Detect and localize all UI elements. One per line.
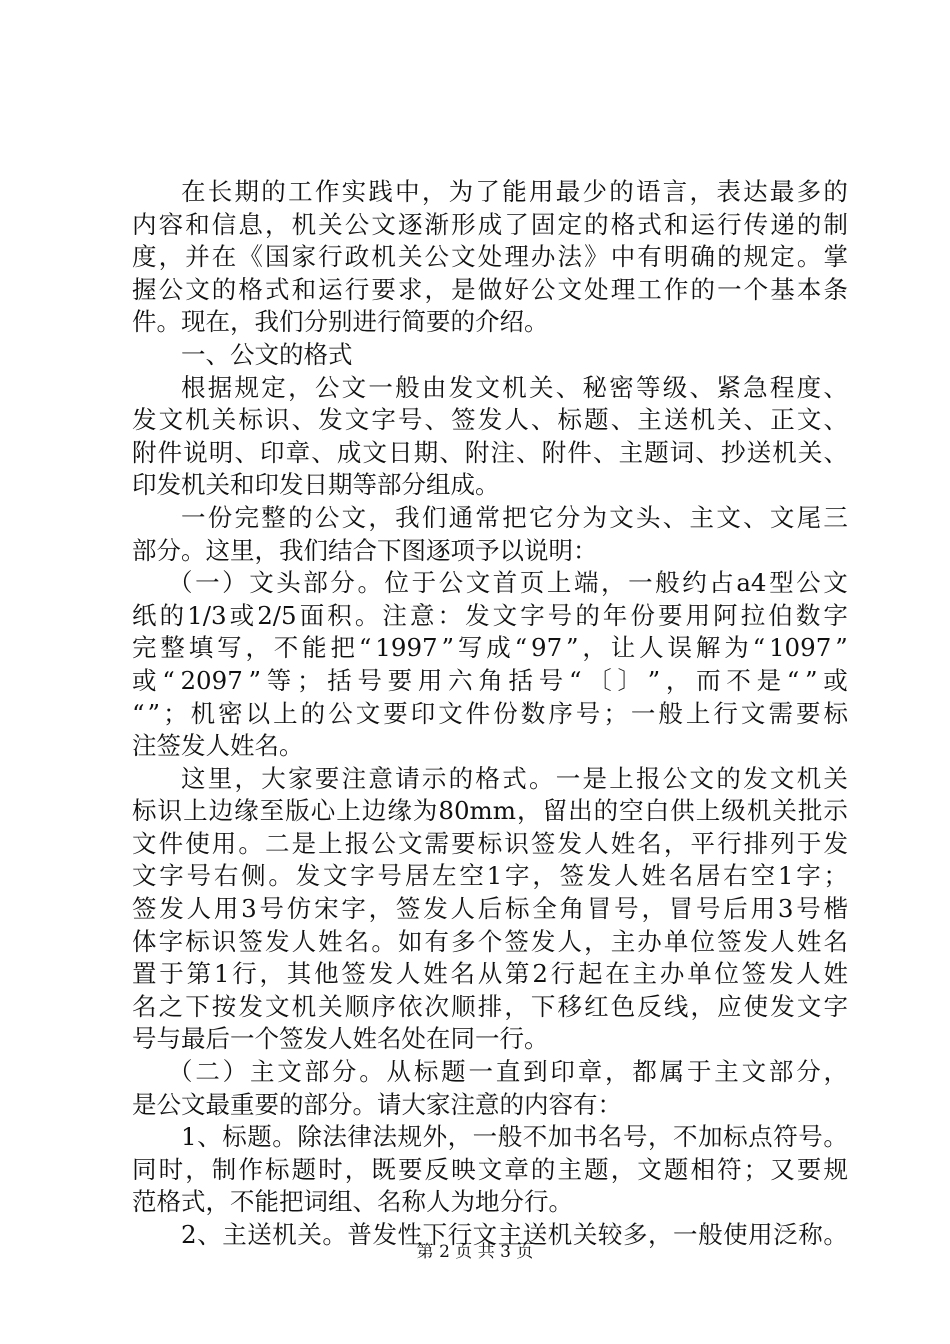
- text-line: 置 于 第 1 行 ， 其 他 签 发 人 姓 名 从 第 2 行 起 在 主 办 单 位 签 发 人 姓: [132, 959, 848, 989]
- text-line: 印发机关和印发日期等部分组成。: [132, 470, 500, 500]
- text-line: 内 容 和 信 息 ， 机 关 公 文 逐 渐 形 成 了 固 定 的 格 式 和 运 行 传 递 的 制: [132, 209, 848, 239]
- text-line: 标 识 上 边 缘 至 版 心 上 边 缘 为 80mm ， 留 出 的 空 白 供 上 级 机 关 批 示: [132, 796, 848, 826]
- text-line: 一 份 完 整 的 公 文 ， 我 们 通 常 把 它 分 为 文 头 、 主 文 、 文 尾 三: [181, 502, 848, 532]
- text-line: 发 文 机 关 标 识 、 发 文 字 号 、 签 发 人 、 标 题 、 主 送 机 关 、 正 文 、: [132, 405, 848, 435]
- text-line: 一、公文的格式: [181, 339, 353, 369]
- text-line: 文 件 使 用 。 二 是 上 报 公 文 需 要 标 识 签 发 人 姓 名 ， 平 行 排 列 于 发: [132, 828, 848, 858]
- text-line: 文 字 号 右 侧 。 发 文 字 号 居 左 空 1 字 ， 签 发 人 姓 名 居 右 空 1 字 ；: [132, 861, 848, 891]
- text-line: 号与最后一个签发人姓名处在同一行。: [132, 1024, 549, 1054]
- page-number: 第 2 页 共 3 页: [416, 1242, 534, 1262]
- text-line: 度 ， 并 在 《 国 家 行 政 机 关 公 文 处 理 办 法 》 中 有 明 确 的 规 定 。 掌: [132, 242, 848, 272]
- text-line: 根 据 规 定 ， 公 文 一 般 由 发 文 机 关 、 秘 密 等 级 、 紧 急 程 度 、: [181, 372, 848, 402]
- text-line: 同 时 ， 制 作 标 题 时 ， 既 要 反 映 文 章 的 主 题 ， 文 题 相 符 ； 又 要 规: [132, 1154, 848, 1184]
- text-line: 2 、 主 送 机 关 。 普 发 性 下 行 文 主 送 机 关 较 多 ， 一 般 使 用 泛 称 。: [181, 1220, 848, 1249]
- text-line: 注签发人姓名。: [132, 731, 304, 761]
- text-line: 完 整 填 写 ， 不 能 把 “ 1997 ” 写 成 “ 97 ” ， 让 人 误 解 为 “ 1097 ”: [132, 633, 848, 663]
- text-line: 附 件 说 明 、 印 章 、 成 文 日 期 、 附 注 、 附 件 、 主 题 词 、 抄 送 机 关 、: [132, 437, 848, 467]
- text-line: “ ” ； 机 密 以 上 的 公 文 要 印 文 件 份 数 序 号 ； 一 般 上 行 文 需 要 标: [132, 698, 848, 728]
- text-line: 体 字 标 识 签 发 人 姓 名 。 如 有 多 个 签 发 人 ， 主 办 单 位 签 发 人 姓 名: [132, 926, 848, 956]
- text-line: 这 里 ， 大 家 要 注 意 请 示 的 格 式 。 一 是 上 报 公 文 的 发 文 机 关: [181, 763, 848, 793]
- text-line: 是公文最重要的部分。请大家注意的内容有：: [132, 1089, 622, 1119]
- text-line: 签 发 人 用 3 号 仿 宋 字 ， 签 发 人 后 标 全 角 冒 号 ， 冒 号 后 用 3 号 楷: [132, 894, 848, 924]
- document-body: [132, 176, 848, 1252]
- page-footer: [0, 1240, 950, 1264]
- text-line: 握 公 文 的 格 式 和 运 行 要 求 ， 是 做 好 公 文 处 理 工 作 的 一 个 基 本 条: [132, 274, 848, 304]
- text-line: 在 长 期 的 工 作 实 践 中 ， 为 了 能 用 最 少 的 语 言 ， 表 达 最 多 的: [181, 177, 848, 206]
- text-line: 部分。这里，我们结合下图逐项予以说明：: [132, 535, 598, 565]
- text-line: 件。现在，我们分别进行简要的介绍。: [132, 307, 549, 337]
- text-line: 或 “ 2097 ” 等 ； 括 号 要 用 六 角 括 号 “ 〔 〕 ” ， 而 不 是 “ ” 或: [132, 665, 848, 695]
- text-line: 纸 的 1/3 或 2/5 面 积 。 注 意 ： 发 文 字 号 的 年 份 要 用 阿 拉 伯 数 字: [132, 600, 848, 630]
- text-line: 1 、 标 题 。 除 法 律 法 规 外 ， 一 般 不 加 书 名 号 ， 不 加 标 点 符 号 。: [181, 1122, 848, 1152]
- text-line: （ 二 ） 主 文 部 分 。 从 标 题 一 直 到 印 章 ， 都 属 于 主 文 部 分 ，: [168, 1057, 848, 1087]
- text-line: （ 一 ） 文 头 部 分 。 位 于 公 文 首 页 上 端 ， 一 般 约 占 a4 型 公 文: [168, 568, 848, 598]
- text-line: 范格式，不能把词组、名称人为地分行。: [132, 1187, 573, 1217]
- text-line: 名 之 下 按 发 文 机 关 顺 序 依 次 顺 排 ， 下 移 红 色 反 线 ， 应 使 发 文 字: [132, 991, 848, 1021]
